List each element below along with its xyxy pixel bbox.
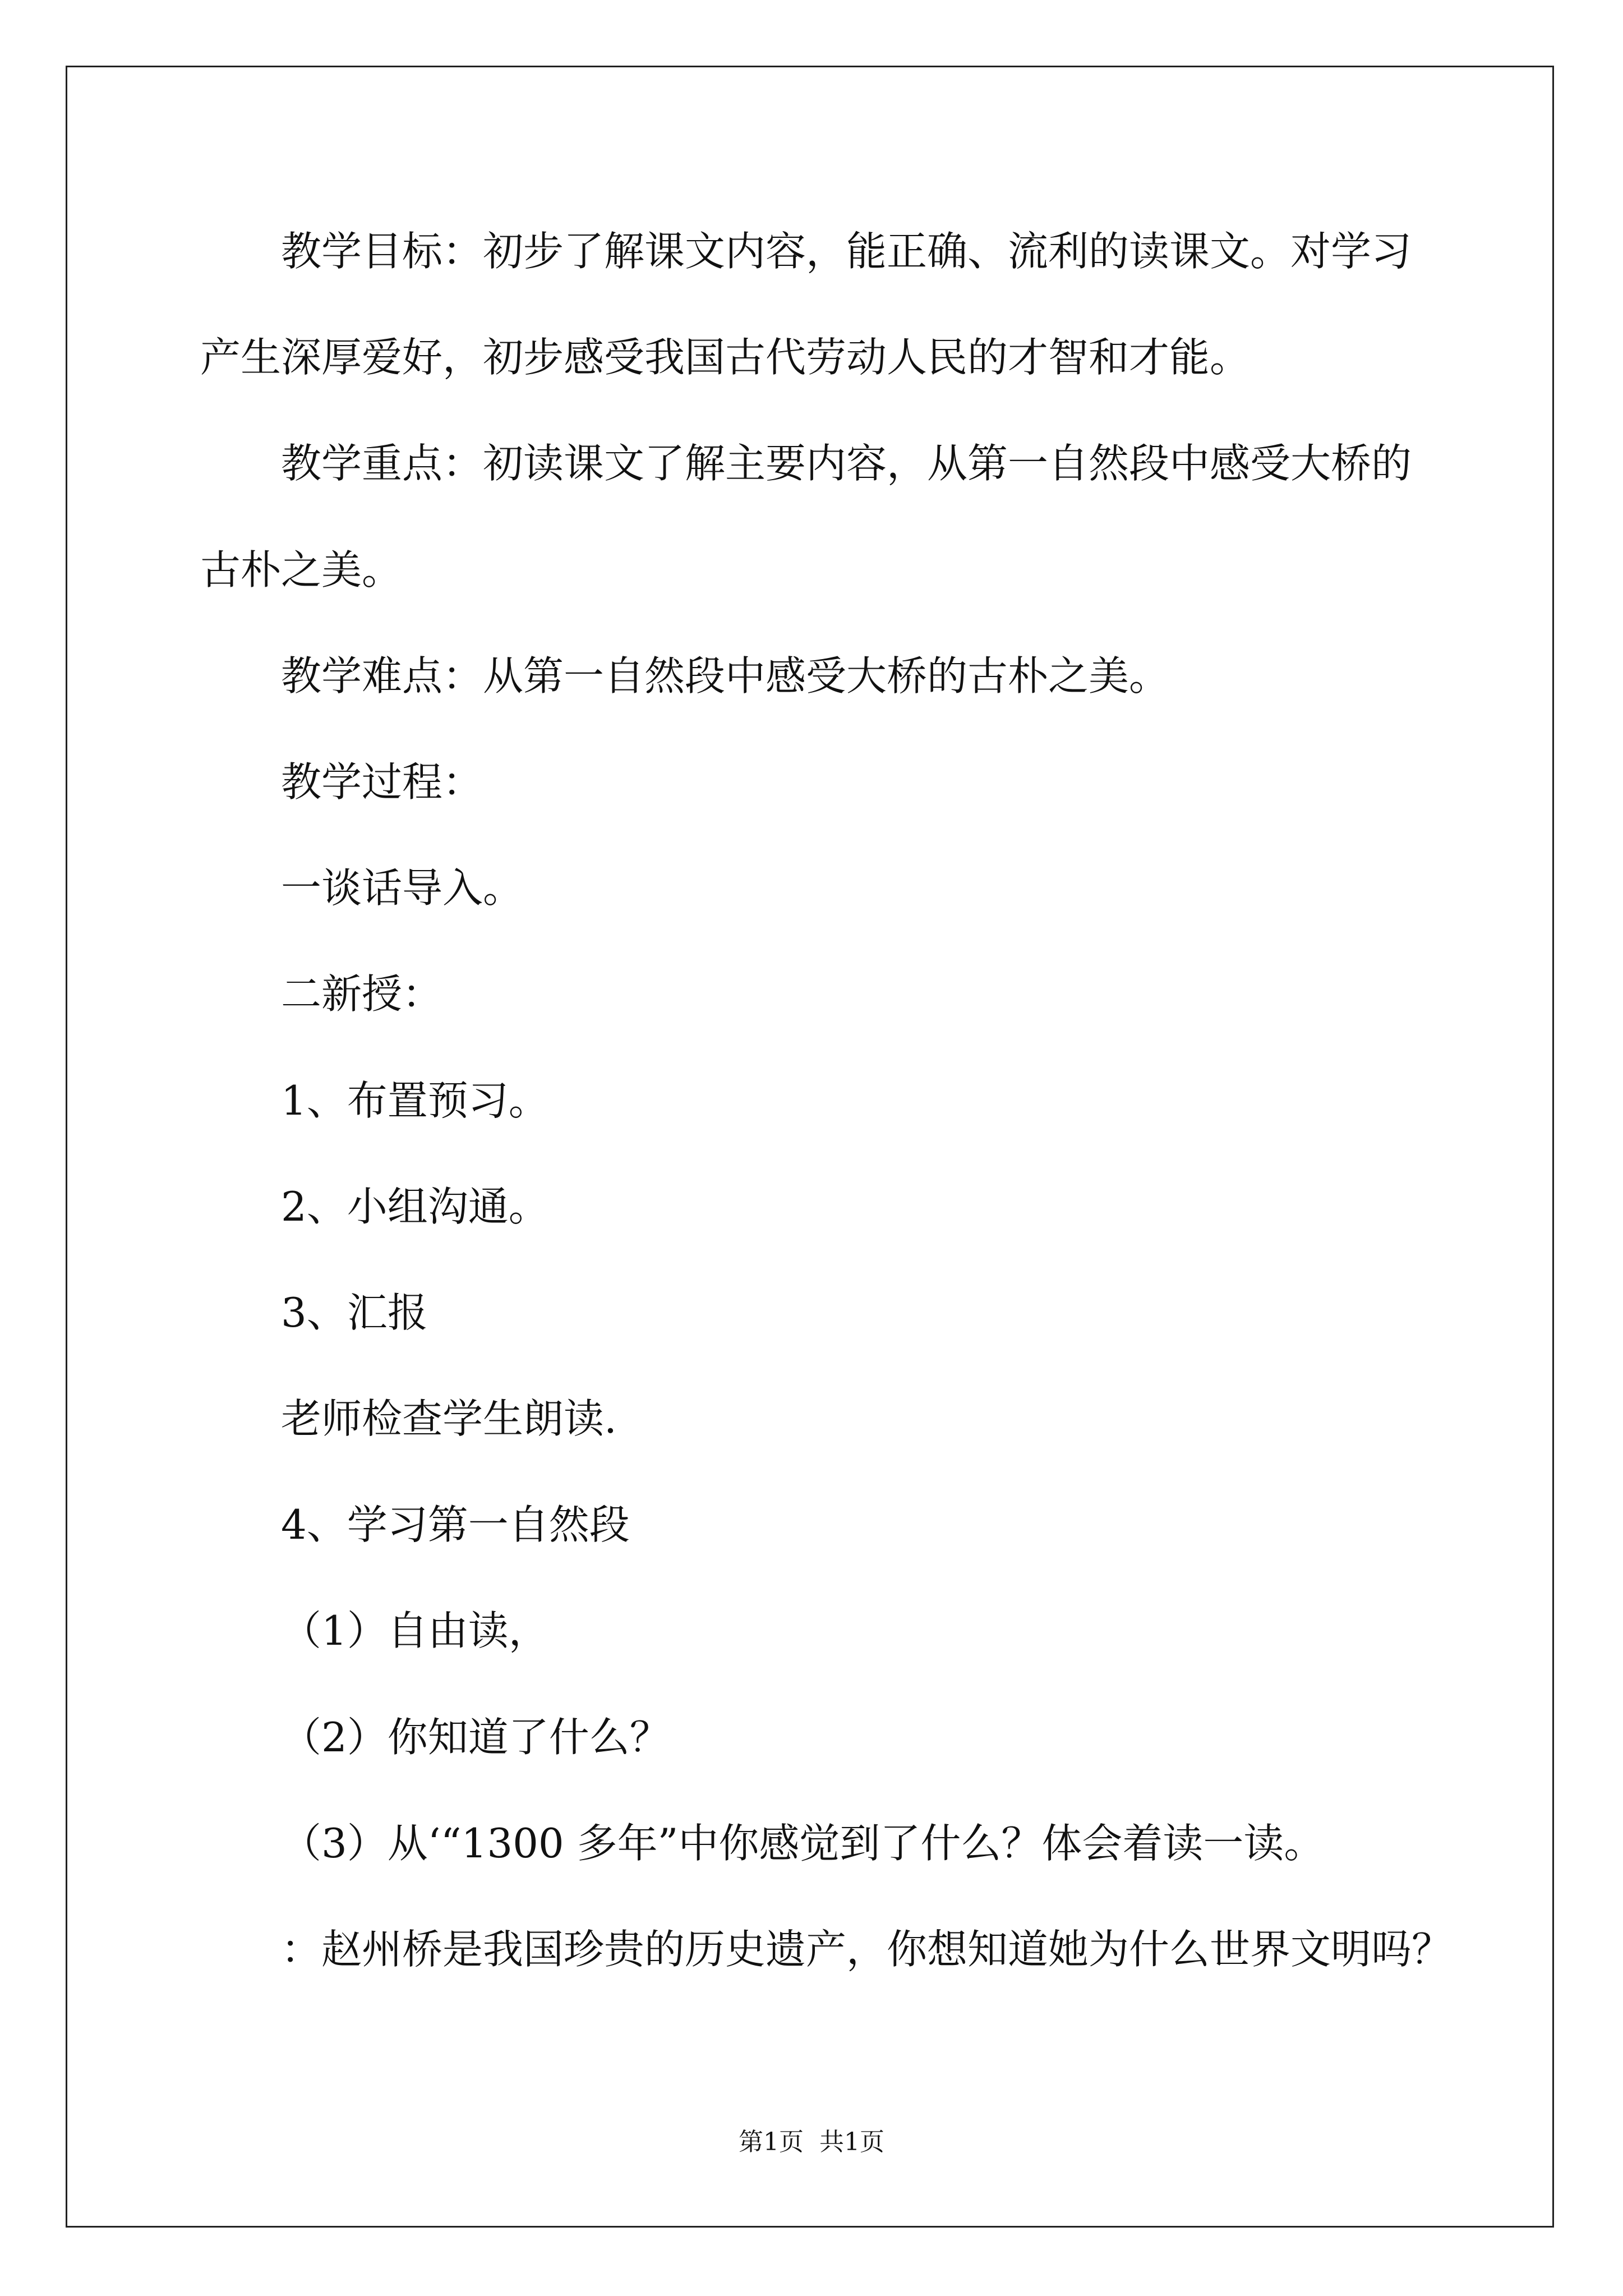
- paragraph-line: （1）自由读，: [281, 1607, 549, 1655]
- document-body: [200, 199, 1513, 2003]
- paragraph-line: 教学重点：初读课文了解主要内容，从第一自然段中感受大桥的: [281, 440, 1412, 487]
- paragraph-line: 古朴之美。: [200, 546, 403, 593]
- page-number-footer: 第1页 共1页: [739, 2128, 884, 2156]
- paragraph-line: 一谈话导入。: [281, 864, 524, 912]
- paragraph-line: 教学目标：初步了解课文内容，能正确、流利的读课文。对学习: [281, 228, 1412, 275]
- paragraph-teaching-difficulty: [200, 623, 1513, 729]
- paragraph-line: 4、学习第一自然段: [281, 1501, 630, 1549]
- paragraph-teacher-check: [200, 1366, 1513, 1472]
- paragraph-line: 3、汇报: [281, 1289, 428, 1336]
- sub-list-item: [200, 1578, 1513, 1684]
- list-item: [200, 1048, 1513, 1154]
- paragraph-line: 教学难点：从第一自然段中感受大桥的古朴之美。: [281, 652, 1170, 700]
- paragraph-zhaozhou-bridge: [200, 1897, 1513, 2003]
- paragraph-section-intro: [200, 835, 1513, 941]
- paragraph-line: ：赵州桥是我国珍贵的历史遗产，你想知道她为什么世界文明吗？: [281, 1926, 1453, 1973]
- list-item: [200, 1472, 1513, 1578]
- paragraph-line: 二新授：: [281, 970, 443, 1018]
- paragraph-section-new-lesson: [200, 941, 1513, 1047]
- list-item: [200, 1154, 1513, 1260]
- paragraph-line: （2）你知道了什么？: [281, 1713, 670, 1761]
- paragraph-teaching-focus: [200, 411, 1513, 623]
- paragraph-line: 1、布置预习。: [281, 1076, 549, 1124]
- paragraph-line: 教学过程：: [281, 758, 483, 806]
- paragraph-line: 2、小组沟通。: [281, 1182, 549, 1230]
- paragraph-line: 产生深厚爱好，初步感受我国古代劳动人民的才智和才能。: [200, 334, 1251, 381]
- paragraph-teaching-process-heading: [200, 729, 1513, 835]
- list-item: [200, 1260, 1513, 1366]
- sub-list-item: [200, 1791, 1513, 1897]
- paragraph-teaching-objectives: [200, 199, 1513, 411]
- sub-list-item: [200, 1685, 1513, 1791]
- paragraph-line: （3）从‘“1300 多年”中你感觉到了什么？体会着读一读。: [281, 1819, 1325, 1867]
- paragraph-line: 老师检查学生朗读.: [281, 1395, 617, 1443]
